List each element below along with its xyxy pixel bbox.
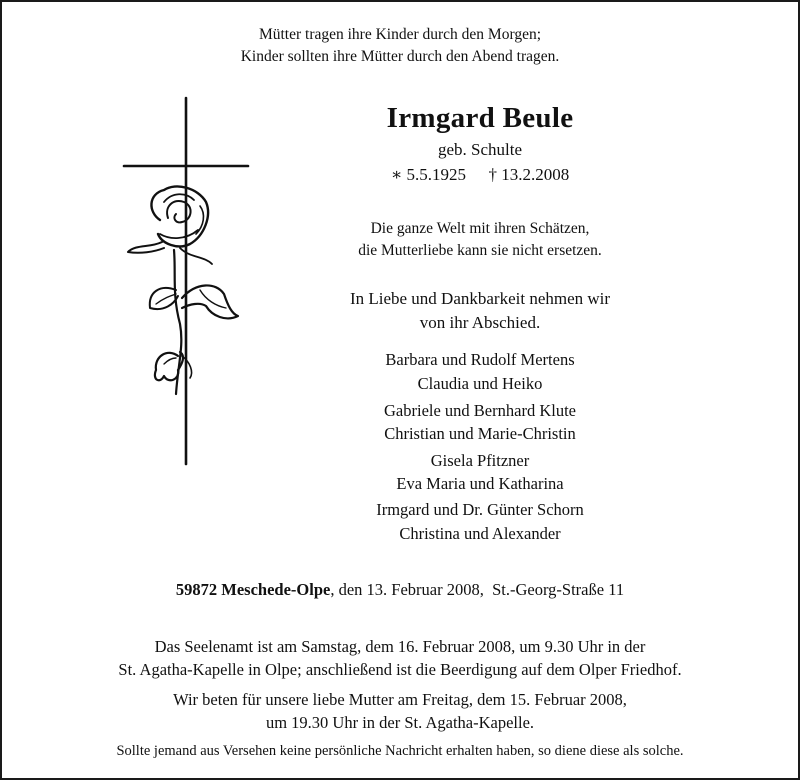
birth-name: geb. Schulte xyxy=(437,140,523,159)
address-place: 59872 Meschede-Olpe xyxy=(175,580,331,599)
verse-line-1: Die ganze Welt mit ihren Schätzen, xyxy=(370,220,590,237)
address-line xyxy=(2,580,798,600)
service-line-2: St. Agatha-Kapelle in Olpe; anschließend ist die Beerdigung auf dem Olper Friedhof. xyxy=(118,660,682,679)
mourner-1-line-1: Barbara und Rudolf Mertens xyxy=(385,350,575,369)
verse-line-2: die Mutterliebe kann sie nicht ersetzen. xyxy=(358,242,602,259)
deceased-name: Irmgard Beule xyxy=(386,102,574,134)
mourner-4-line-1: Irmgard und Dr. Günter Schorn xyxy=(376,500,584,519)
farewell-line-1: In Liebe und Dankbarkeit nehmen wir xyxy=(349,289,611,308)
mourner-2-line-1: Gabriele und Bernhard Klute xyxy=(384,401,576,420)
motto-line-1: Mütter tragen ihre Kinder durch den Morgen; xyxy=(258,26,542,43)
motto-line-2: Kinder sollten ihre Mütter durch den Abend tragen. xyxy=(240,48,560,65)
service-line-1: Das Seelenamt ist am Samstag, dem 16. Februar 2008, um 9.30 Uhr in der xyxy=(154,637,646,656)
farewell-line-2: von ihr Abschied. xyxy=(419,313,541,332)
birth-date: ∗ 5.5.1925 xyxy=(390,165,467,184)
address-details: , den 13. Februar 2008, St.-Georg-Straße 11 xyxy=(330,580,625,599)
mourner-3-line-2: Eva Maria und Katharina xyxy=(396,474,564,493)
death-date: † 13.2.2008 xyxy=(488,165,570,184)
prayer-line-1: Wir beten für unsere liebe Mutter am Freitag, dem 15. Februar 2008, xyxy=(173,690,627,709)
mourner-2-line-2: Christian und Marie-Christin xyxy=(384,424,576,443)
mourner-3-line-1: Gisela Pfitzner xyxy=(430,451,530,470)
prayer-line-2: um 19.30 Uhr in der St. Agatha-Kapelle. xyxy=(265,713,535,732)
life-dates xyxy=(162,165,798,185)
mourner-1-line-2: Claudia und Heiko xyxy=(417,374,543,393)
mourner-4-line-2: Christina und Alexander xyxy=(399,524,561,543)
closing-note: Sollte jemand aus Versehen keine persönliche Nachricht erhalten haben, so diene diese als solche. xyxy=(116,743,684,759)
